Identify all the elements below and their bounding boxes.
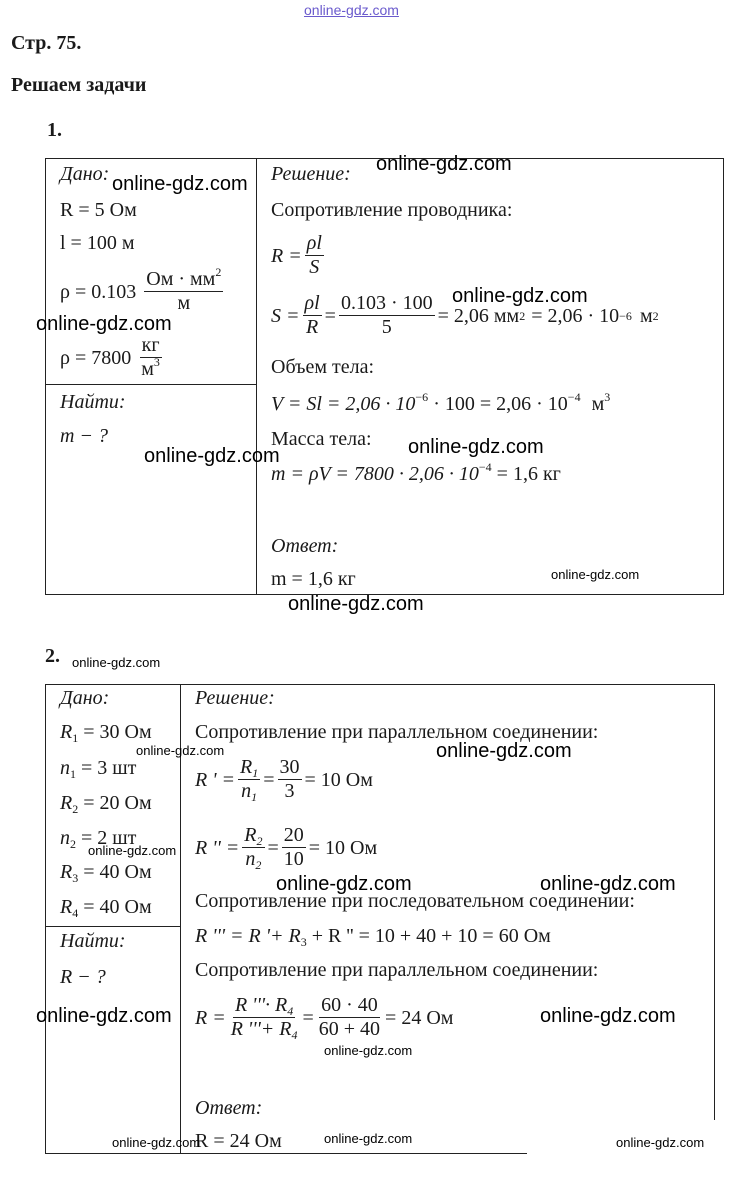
watermark: online-gdz.com — [452, 285, 588, 307]
problem2-step2-title: Сопротивление при последовательном соединении: — [195, 890, 635, 912]
problem2-answer-heading: Ответ: — [195, 1097, 263, 1119]
problem1-answer-heading: Ответ: — [271, 535, 339, 557]
problem2-solution-heading: Решение: — [195, 687, 275, 709]
problem1-formula3: $V = Sl = 2,06 \cdot 10^{-6} \cdot 100 = 2,06 \cdot 10^{-4}$ $м^3$ — [271, 390, 611, 415]
problem2-given-R3: $R_3 = 40$ Ом — [60, 861, 152, 885]
problem1-step1-title: Сопротивление проводника: — [271, 199, 513, 221]
problem2-given-heading: Дано: — [60, 687, 110, 709]
problem2-answer: R = 24 Ом — [195, 1130, 282, 1152]
watermark: online-gdz.com — [144, 445, 280, 467]
problem2-given-n2: $n_2 = 2$ шт — [60, 827, 137, 851]
watermark: online-gdz.com — [36, 313, 172, 335]
watermark: online-gdz.com — [112, 173, 248, 195]
problem2-find-heading: Найти: — [60, 930, 126, 952]
page-label: Стр. 75. — [11, 32, 82, 54]
problem1-given-R: R = 5 Ом — [60, 199, 137, 221]
problem1-find: m − ? — [60, 425, 108, 447]
problem2-step3-title: Сопротивление при параллельном соединении: — [195, 959, 599, 981]
problem2-formula1: R ' = $\frac{R_1}{n_1}$ = $\frac{30}{3}$ = 10 Ом — [195, 756, 373, 804]
watermark: online-gdz.com — [88, 843, 177, 858]
problem2-find: R − ? — [60, 966, 106, 988]
problem1-formula2: S = $\frac{\rho l}{R}$ = $\frac{0.103 \cdot 100}{5}$ = 2,06 мм 2 = 2,06 · 10 −6 м 2 — [271, 292, 659, 338]
problem1-given-rho2: ρ = 7800 $\frac{кг}{м^3}$ — [60, 334, 160, 380]
section-title: Решаем задачи — [11, 74, 147, 96]
problem1-given-heading: Дано: — [60, 163, 110, 185]
problem1-number: 1. — [47, 119, 62, 141]
problem1-step2-title: Объем тела: — [271, 356, 375, 378]
watermark: online-gdz.com — [436, 740, 572, 762]
problem2-given-n1: $n_1 = 3$ шт — [60, 757, 137, 781]
problem2-step1-title: Сопротивление при параллельном соединении: — [195, 721, 599, 743]
problem2-given-R4: $R_4 = 40$ Ом — [60, 896, 152, 920]
problem1-find-heading: Найти: — [60, 391, 126, 413]
watermark: online-gdz.com — [276, 873, 412, 895]
problem2-given-R2: $R_2 = 20$ Ом — [60, 792, 152, 816]
watermark: online-gdz.com — [376, 153, 512, 175]
problem2-formula4: R = $\frac{R '''\cdot R_4}{R '''+ R_4}$ = $\frac{60 \cdot 40}{60 + 40}$ = 24 Ом — [195, 994, 454, 1042]
watermark: online-gdz.com — [324, 1131, 413, 1146]
watermark: online-gdz.com — [324, 1043, 413, 1058]
watermark: online-gdz.com — [72, 655, 161, 670]
problem1-answer: m = 1,6 кг — [271, 568, 356, 590]
watermark: online-gdz.com — [136, 743, 225, 758]
watermark: online-gdz.com — [616, 1135, 705, 1150]
watermark: online-gdz.com — [408, 436, 544, 458]
problem1-given-rho1: ρ = 0.103 $\frac{Ом \cdot мм^2}{м}$ — [60, 265, 222, 314]
watermark: online-gdz.com — [36, 1005, 172, 1027]
problem1-given-l: l = 100 м — [60, 232, 135, 254]
problem1-solution-heading: Решение: — [271, 163, 351, 185]
watermark: online-gdz.com — [551, 567, 640, 582]
problem1-formula4: $m = \rho V = 7800 \cdot 2,06 \cdot 10^{-4} = 1,6$ кг — [271, 460, 561, 485]
problem1-formula1: R = $\frac{\rho l}{S}$ — [271, 232, 322, 278]
watermark: online-gdz.com — [288, 593, 424, 615]
problem2-given-R1: $R_1 = 30$ Ом — [60, 721, 152, 745]
watermark-top[interactable]: online-gdz.com — [304, 2, 399, 18]
problem2-formula3: R ''' = R '+ $R_3 + R$ '' = 10 + 40 + 10 = 60 Ом — [195, 925, 551, 949]
watermark: online-gdz.com — [540, 873, 676, 895]
problem2-formula2: R '' = $\frac{R_2}{n_2}$ = $\frac{20}{10}$ = 10 Ом — [195, 824, 378, 872]
watermark: online-gdz.com — [540, 1005, 676, 1027]
problem1-step3-title: Масса тела: — [271, 428, 372, 450]
watermark: online-gdz.com — [112, 1135, 201, 1150]
problem2-number: 2. — [45, 645, 60, 667]
